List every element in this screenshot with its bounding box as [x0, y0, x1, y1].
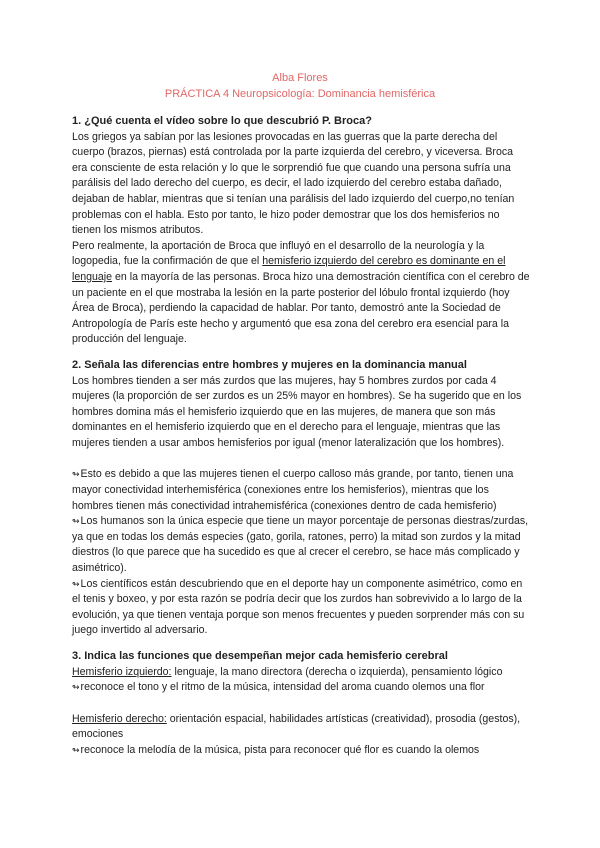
- bullet-item: [72, 680, 530, 696]
- bullet-text: Los científicos están descubriendo que en el deporte hay un componente asimétrico, como en el tenis y boxeo, y por esta razón se podría decir que los zurdos han sobrevivido a lo largo de la evolución, ya que tienen ventaja porque son menos frecuentes y pueden sorprender más con su juego invertido al adversario.: [72, 577, 525, 637]
- right-hemisphere-text: orientación espacial, habilidades artísticas (creatividad), prosodia (gestos), emociones: [72, 712, 521, 741]
- bullet-text: Esto es debido a que las mujeres tienen el cuerpo calloso más grande, por tanto, tienen una mayor conectividad interhemisférica (conexiones entre los hemisferios), mientras que los hombres tienen más conectividad intrahemisférica (conexiones dentro de cada hemisferio): [72, 468, 514, 512]
- underlined-text: hemisferio izquierdo del cerebro es dominante en el lenguaje: [72, 255, 506, 283]
- author-name: Alba Flores: [272, 72, 328, 84]
- section-1-heading: 1. ¿Qué cuenta el vídeo sobre lo que descubrió P. Broca?: [72, 115, 372, 127]
- arrow-icon: ↬: [72, 578, 80, 589]
- arrow-icon: ↬: [72, 469, 80, 480]
- bullet-text: reconoce la melodía de la música, pista para reconocer qué flor es cuando la olemos: [80, 743, 480, 756]
- right-hemisphere-line: [72, 712, 530, 743]
- bullet-text: Los humanos son la única especie que tiene un mayor porcentaje de personas diestras/zurdas, ya que en todas los demás especies (gato, gorila, ratones, perro) la mitad son zurdos y la mitad diestros (lo que parece que ha sucedido es que al crecer el cerebro, se hace más complicado y asimétrico).: [72, 515, 529, 575]
- paragraph-text: en la mayoría de las personas. Broca hizo una demostración científica con el cerebro de un paciente en el que mostraba la lesión en la parte posterior del lóbulo frontal izquierdo (hoy Área de Broca), perdiendo la capacidad de hablar. Por tanto, demostró ante la Sociedad de Antropología de París este hecho y argumentó que esa zona del cerebro era esencial para la producción del lenguaje.: [72, 270, 530, 346]
- bullet-item: [72, 743, 530, 759]
- arrow-icon: ↬: [72, 516, 80, 527]
- section-2-paragraph-1: Los hombres tienden a ser más zurdos que las mujeres, hay 5 hombres zurdos por cada 4 mujeres (la proporción de ser zurdos es un 25% mayor en hombres). Se ha sugerido que en los hombres domina más el hemisferio izquierdo que en las mujeres, de manera que son más dominantes en el hemisferio izquierdo que en el derecho para el lenguaje, mientras que las mujeres tienden a usar ambos hemisferios por igual (menor lateralización que los hombres).: [72, 374, 522, 449]
- bullet-text: reconoce el tono y el ritmo de la música, intensidad del aroma cuando olemos una flor: [80, 681, 485, 694]
- left-hemisphere-label: Hemisferio izquierdo:: [72, 665, 172, 678]
- arrow-icon: ↬: [72, 744, 80, 755]
- section-2-heading: 2. Señala las diferencias entre hombres y mujeres en la dominancia manual: [72, 358, 467, 371]
- left-hemisphere-text: lenguaje, la mano directora (derecha o izquierda), pensamiento lógico: [171, 665, 503, 678]
- section-1-paragraph-2: [72, 239, 530, 348]
- document-subtitle: PRÁCTICA 4 Neuropsicología: Dominancia hemisférica: [164, 88, 436, 100]
- bullet-item: [72, 577, 530, 639]
- arrow-icon: ↬: [72, 682, 80, 693]
- section-3-heading: 3. Indica las funciones que desempeñan mejor cada hemisferio cerebral: [72, 650, 448, 662]
- section-1-paragraph-1: Los griegos ya sabían por las lesiones provocadas en las guerras que la parte derecha del cuerpo (brazos, piernas) está controlada por la parte izquierda del cerebro, y viceversa. Broca era consciente de esta relación y lo que le sorprendió fue que cuando una persona sufría una parálisis del lado derecho del cuerpo, es decir, el lado izquierdo del cerebro estaba dañado, dejaban de hablar, mientras que si tenían una parálisis del lado izquierdo del cuerpo,no tenían problemas con el habla. Esto por tanto, le hizo poder demostrar que los dos hemisferios no tienen los mismos atributos.: [72, 130, 515, 237]
- bullet-item: [72, 514, 530, 576]
- bullet-item: [72, 467, 530, 514]
- left-hemisphere-line: [72, 665, 530, 681]
- right-hemisphere-label: Hemisferio derecho:: [72, 712, 167, 725]
- document-body: [72, 114, 530, 759]
- document-header: [0, 70, 600, 102]
- paragraph-text: Pero realmente, la aportación de Broca que influyó en el desarrollo de la neurología y la logopedia, fue la confirmación de que el: [72, 239, 485, 268]
